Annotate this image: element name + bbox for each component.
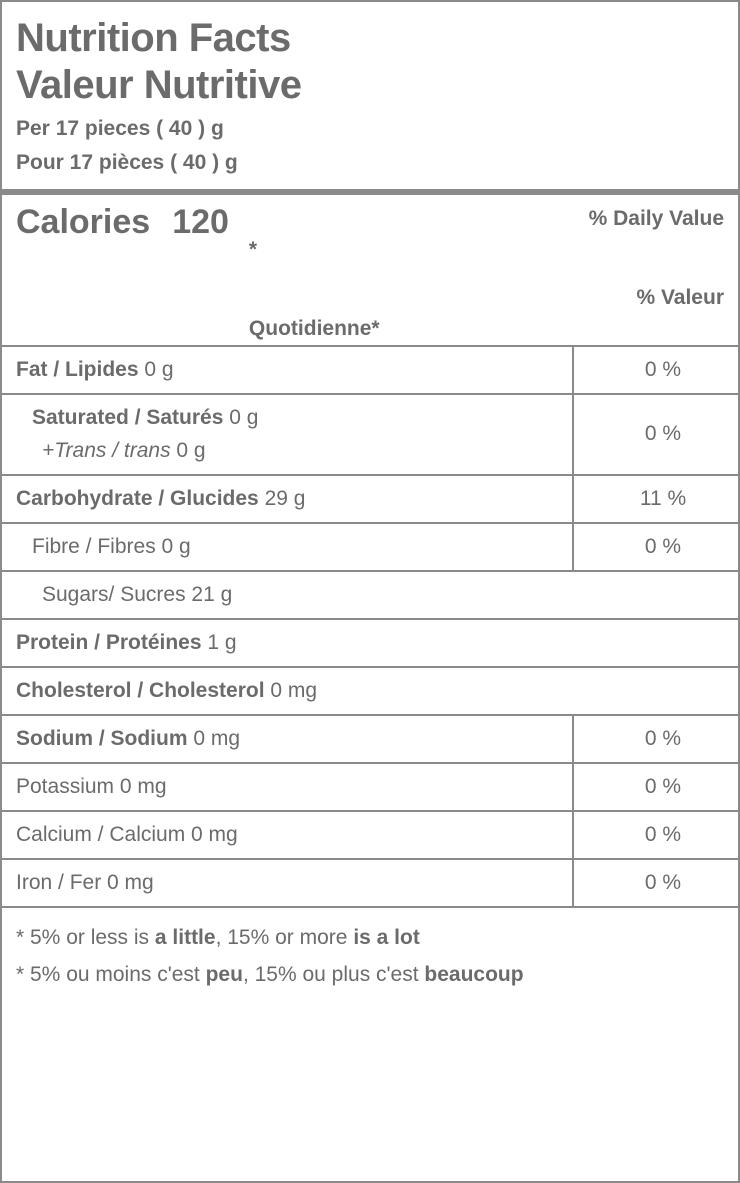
table-row bbox=[2, 394, 738, 475]
table-row bbox=[2, 811, 738, 859]
nutrient-amount: 0 mg bbox=[193, 726, 241, 750]
nutrient-cholesterol bbox=[2, 667, 573, 715]
nutrient-dv bbox=[573, 619, 738, 667]
footnote-fr-beaucoup: beaucoup bbox=[424, 962, 524, 986]
footnote-en-part1: * 5% or less is bbox=[16, 925, 155, 949]
nutrient-name: Fibre / Fibres bbox=[32, 534, 156, 558]
nutrient-amount: 0 g bbox=[229, 405, 259, 429]
nutrient-amount: 21 g bbox=[191, 582, 233, 606]
table-row bbox=[2, 859, 738, 906]
nutrient-amount: 29 g bbox=[264, 486, 306, 510]
table-row bbox=[2, 523, 738, 571]
nutrient-dv: 11 % bbox=[573, 475, 738, 523]
nutrient-table bbox=[2, 345, 738, 906]
footnote-fr-part1: * 5% ou moins c'est bbox=[16, 962, 206, 986]
calories-label: Calories bbox=[16, 202, 151, 241]
nutrient-dv: 0 % bbox=[573, 394, 738, 475]
nutrient-amount: 1 g bbox=[207, 630, 237, 654]
nutrient-trans-amount: 0 g bbox=[176, 438, 206, 462]
nutrient-dv bbox=[573, 571, 738, 619]
nutrient-name: Saturated / Saturés bbox=[32, 405, 224, 429]
nutrient-amount: 0 mg bbox=[119, 774, 167, 798]
nutrient-name: Sugars/ Sucres bbox=[42, 582, 186, 606]
footnote-en-part2: , 15% or more bbox=[215, 925, 354, 949]
nutrient-dv: 0 % bbox=[573, 715, 738, 763]
table-row bbox=[2, 571, 738, 619]
nutrient-calcium bbox=[2, 811, 573, 859]
table-row bbox=[2, 667, 738, 715]
nutrient-potassium bbox=[2, 763, 573, 811]
nutrient-sodium bbox=[2, 715, 573, 763]
nutrient-dv: 0 % bbox=[573, 523, 738, 571]
nutrient-dv: 0 % bbox=[573, 859, 738, 906]
nutrient-dv: 0 % bbox=[573, 763, 738, 811]
nutrient-name: Protein / Protéines bbox=[16, 630, 202, 654]
title-french: Valeur Nutritive bbox=[16, 63, 302, 107]
nutrient-carbohydrate bbox=[2, 475, 573, 523]
calories-section bbox=[2, 195, 738, 345]
serving-size-french: Pour 17 pièces ( 40 ) g bbox=[16, 151, 238, 175]
table-row bbox=[2, 475, 738, 523]
nutrient-amount: 0 mg bbox=[270, 678, 318, 702]
nutrient-name: Sodium / Sodium bbox=[16, 726, 188, 750]
daily-value-english: % Daily Value bbox=[588, 206, 724, 230]
nutrient-protein bbox=[2, 619, 573, 667]
footnote-en-alot: is a lot bbox=[353, 925, 420, 949]
table-row bbox=[2, 346, 738, 394]
nutrient-amount: 0 g bbox=[161, 534, 191, 558]
daily-value-french: % Valeur bbox=[636, 285, 724, 309]
nutrient-name: Fat / Lipides bbox=[16, 357, 139, 381]
daily-value-english-asterisk: * bbox=[248, 238, 258, 262]
footnote-french bbox=[16, 957, 724, 994]
daily-value-french-cont: Quotidienne* bbox=[248, 317, 380, 341]
serving-size-english: Per 17 pieces ( 40 ) g bbox=[16, 117, 224, 140]
nutrient-amount: 0 mg bbox=[107, 870, 154, 894]
nutrient-amount: 0 g bbox=[144, 357, 174, 381]
table-row bbox=[2, 763, 738, 811]
nutrient-name: Calcium / Calcium bbox=[16, 822, 186, 846]
nutrient-name: Cholesterol / Cholesterol bbox=[16, 678, 265, 702]
footnote-fr-part2: , 15% ou plus c'est bbox=[242, 962, 425, 986]
nutrient-trans-name: +Trans / trans bbox=[42, 438, 171, 462]
footnote-en-little: a little bbox=[154, 925, 216, 949]
table-row bbox=[2, 619, 738, 667]
daily-value-spacer bbox=[249, 266, 724, 282]
calories-block bbox=[16, 203, 229, 242]
nutrient-fibre bbox=[2, 523, 573, 571]
nutrient-dv: 0 % bbox=[573, 346, 738, 394]
daily-value-heading bbox=[229, 203, 724, 345]
title-english: Nutrition Facts bbox=[16, 16, 291, 60]
footnotes bbox=[2, 906, 738, 994]
label-header bbox=[2, 16, 738, 179]
nutrient-sugars bbox=[2, 571, 573, 619]
nutrient-dv bbox=[573, 667, 738, 715]
footnote-english bbox=[16, 920, 724, 957]
nutrient-dv: 0 % bbox=[573, 811, 738, 859]
calories-value: 120 bbox=[172, 202, 229, 241]
nutrient-saturated bbox=[2, 394, 573, 475]
nutrient-name: Iron / Fer bbox=[16, 870, 102, 894]
nutrient-amount: 0 mg bbox=[191, 822, 238, 846]
table-row bbox=[2, 715, 738, 763]
nutrient-name: Carbohydrate / Glucides bbox=[16, 486, 259, 510]
nutrient-name: Potassium bbox=[16, 774, 115, 798]
nutrient-fat bbox=[2, 346, 573, 394]
nutrient-iron bbox=[2, 859, 573, 906]
footnote-fr-peu: peu bbox=[205, 962, 243, 986]
